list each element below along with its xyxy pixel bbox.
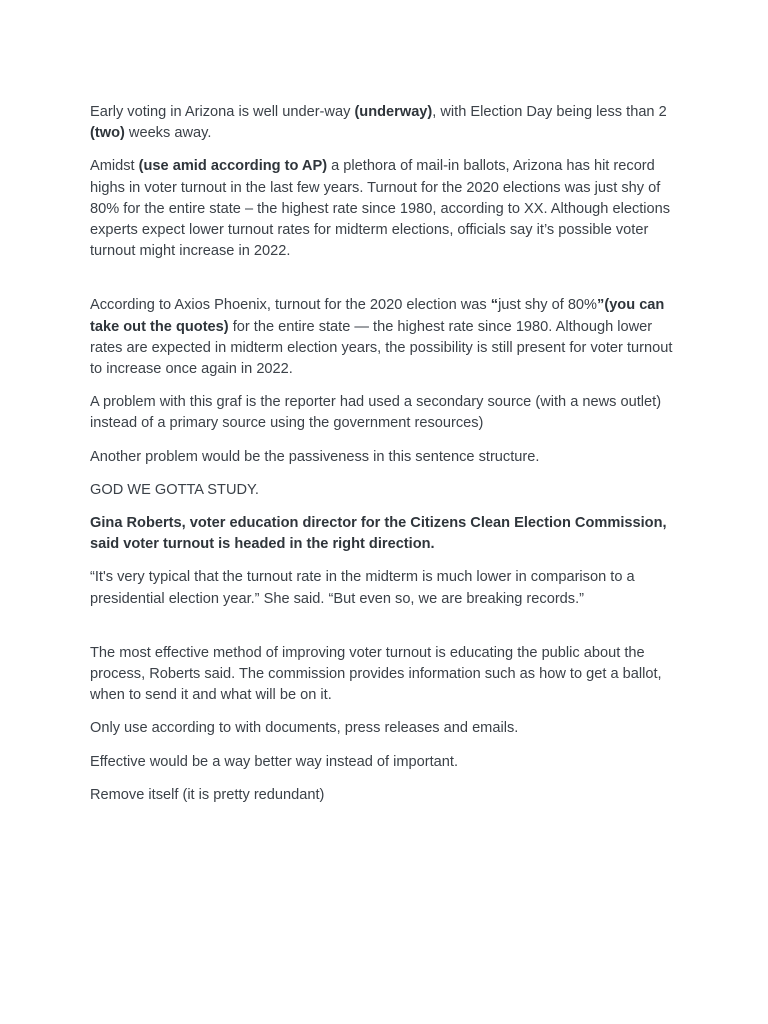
text-run: Amidst — [90, 158, 139, 175]
text-run: According to Axios Phoenix, turnout for the 2020 election was — [90, 297, 491, 314]
quote-text: “It's very typical that the turnout rate in the midterm is much lower in comparison to a presidential election year.” She said. “But even so, we are breaking records.” — [90, 569, 635, 607]
text-run: A problem with this graf is the reporter had used a secondary source (with a news outlet) instead of a primary source using the government resources) — [90, 394, 662, 432]
paragraph-10 — [90, 718, 682, 739]
open-quote-mark: “ — [490, 297, 499, 314]
paragraph-12 — [90, 785, 682, 806]
paragraph-4 — [90, 392, 682, 434]
paragraph-11 — [90, 752, 682, 773]
paragraph-7 — [90, 513, 682, 555]
text-run: , with Election Day being less than 2 — [432, 104, 667, 120]
document-body — [90, 102, 682, 818]
edit-note: (two) — [90, 125, 125, 142]
paragraph-2 — [90, 156, 682, 262]
text-run: Remove itself (it is pretty redundant) — [90, 786, 325, 803]
text-run: just shy of 80% — [498, 297, 598, 314]
edit-note: (underway) — [354, 104, 433, 120]
text-run: Early voting in Arizona is well under-way — [90, 104, 355, 120]
edit-note: (use amid according to AP) — [138, 158, 328, 175]
text-run: a plethora of mail-in ballots, Arizona has hit record highs in voter turnout in the last few years. Turnout for the 2020 elections was just shy of 80% for the entire state – the highest rate since 1980, according to XX. Although elections experts expect lower turnout rates for midterm elections, officials say it’s possible voter turnout might increase in 2022. — [90, 158, 671, 260]
text-run: for the entire state — the highest rate since 1980. Although lower rates are expected in midterm election years, the possibility is still present for voter turnout to increase once again in 2022. — [90, 318, 673, 378]
text-run: weeks away. — [124, 125, 212, 142]
text-run: GOD WE GOTTA STUDY. — [90, 481, 259, 498]
text-run: Effective would be a way better way instead of important. — [90, 753, 459, 770]
text-run: Another problem would be the passiveness in this sentence structure. — [90, 448, 540, 465]
paragraph-1 — [90, 102, 682, 144]
text-run: The most effective method of improving voter turnout is educating the public about the process, Roberts said. The commission provides information such as how to get a ballot, when to send it and what will be on it. — [90, 644, 662, 704]
paragraph-3 — [90, 295, 682, 380]
paragraph-9 — [90, 643, 682, 707]
edit-note: ”(you can take out the quotes) — [90, 297, 665, 335]
paragraph-8 — [90, 567, 682, 609]
text-run: Only use according to with documents, press releases and emails. — [90, 720, 519, 737]
paragraph-6 — [90, 480, 682, 501]
bold-paragraph-text: Gina Roberts, voter education director for the Citizens Clean Election Commission, said voter turnout is headed in the right direction. — [90, 515, 667, 553]
paragraph-5 — [90, 447, 682, 468]
